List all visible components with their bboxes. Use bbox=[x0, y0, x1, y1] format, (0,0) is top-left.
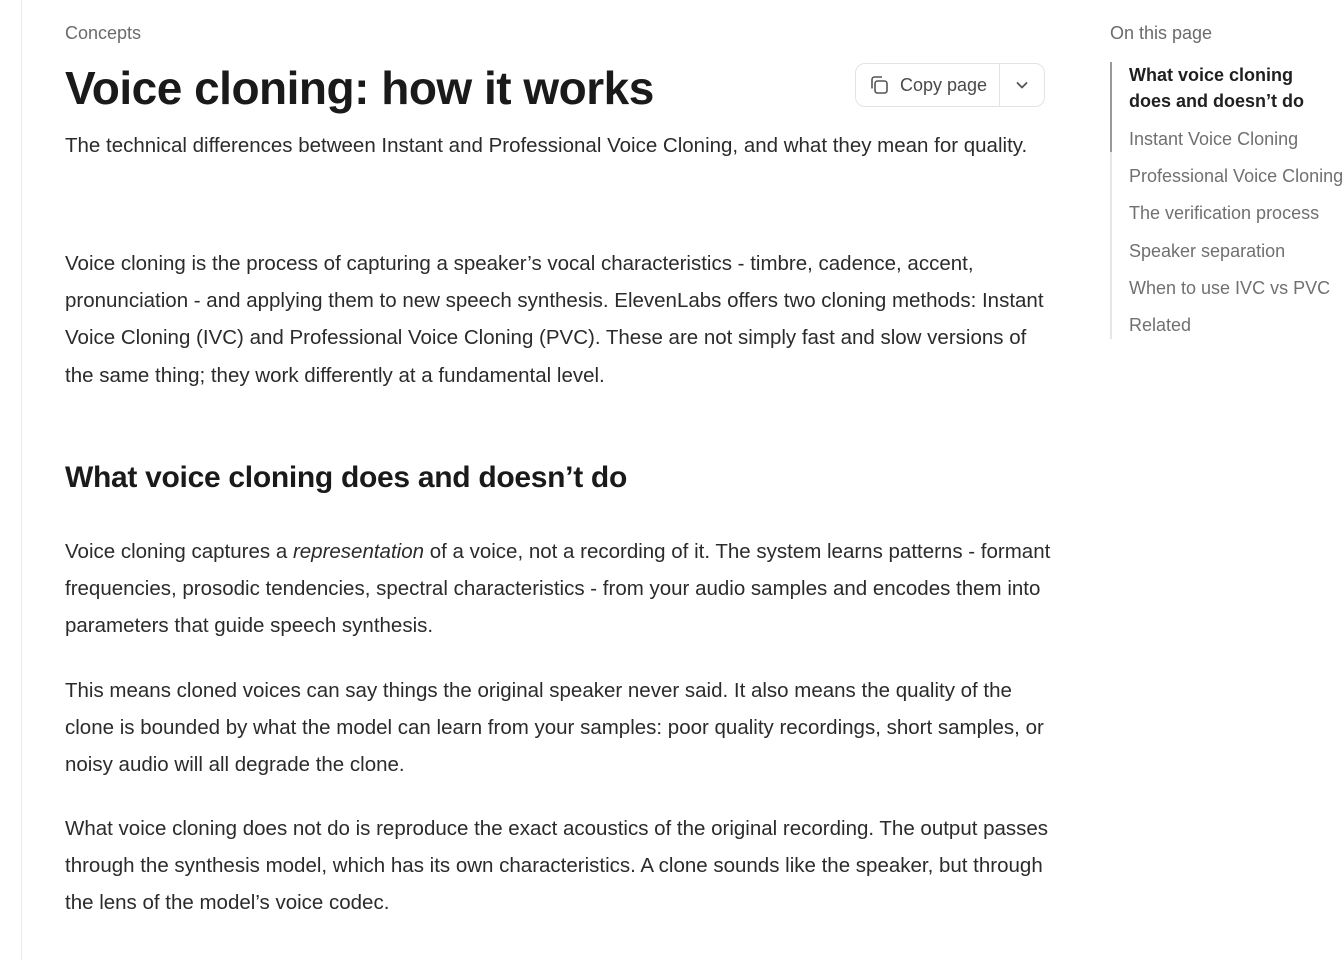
breadcrumb[interactable]: Concepts bbox=[65, 23, 142, 43]
toc-item-what-voice-cloning[interactable]: What voice cloning does and doesn’t do bbox=[1129, 65, 1305, 111]
toc-item-when-to-use[interactable]: When to use IVC vs PVC bbox=[1129, 278, 1331, 298]
toc-heading: On this page bbox=[1110, 23, 1213, 43]
page-subtitle: The technical differences between Instant and Professional Voice Cloning, and what they mean for quality. bbox=[65, 134, 1028, 157]
toc-item-instant-voice-cloning[interactable]: Instant Voice Cloning bbox=[1129, 129, 1299, 149]
toc-item-speaker-separation[interactable]: Speaker separation bbox=[1129, 241, 1286, 261]
copy-options-button[interactable] bbox=[1000, 64, 1044, 106]
copy-page-label: Copy page bbox=[900, 74, 988, 95]
p1-emphasis: representation bbox=[292, 540, 424, 563]
copy-page-control bbox=[855, 63, 1045, 107]
chevron-down-icon bbox=[1014, 77, 1030, 93]
intro-paragraph: Voice cloning is the process of capturing a speaker’s vocal characteristics - timbre, cadence, accent, pronunciation - and applying them to new speech synthesis. ElevenLabs offers two cloning methods: Instant Voice Cloning (IVC) and Professional Voice Cloning (PVC). These are not simply fast and slow versions of the same thing; they work differently at a fundamental level. bbox=[65, 252, 1044, 387]
toc-item-professional-voice-cloning[interactable]: Professional Voice Cloning bbox=[1129, 166, 1343, 186]
toc-item-related[interactable]: Related bbox=[1129, 315, 1192, 335]
section-paragraph-1 bbox=[65, 533, 1055, 645]
copy-page-button[interactable] bbox=[856, 64, 999, 106]
section-paragraph-2: This means cloned voices can say things the original speaker never said. It also means the quality of the clone is bounded by what the model can learn from your samples: poor quality recordings, short samples, or noisy audio will all degrade the clone. bbox=[65, 679, 1044, 777]
p1-text-start: Voice cloning captures a bbox=[65, 540, 293, 563]
sidebar-divider bbox=[21, 0, 22, 960]
section-heading: What voice cloning does and doesn’t do bbox=[65, 461, 627, 494]
copy-icon bbox=[868, 74, 890, 96]
section-paragraph-3: What voice cloning does not do is reproduce the exact acoustics of the original recording. The output passes through the synthesis model, which has its own characteristics. A clone sounds like the speaker, but through the lens of the model’s voice codec. bbox=[65, 817, 1049, 915]
table-of-contents bbox=[1110, 0, 1343, 960]
p1-text-end: of a voice, not a recording of it. The system learns patterns - formant frequencies, prosodic tendencies, spectral characteristics - from your audio samples and encodes them into parameters that guide speech synthesis. bbox=[65, 540, 1051, 638]
page-title: Voice cloning: how it works bbox=[65, 62, 654, 114]
toc-active-indicator bbox=[1110, 62, 1112, 152]
toc-item-verification[interactable]: The verification process bbox=[1129, 203, 1320, 223]
